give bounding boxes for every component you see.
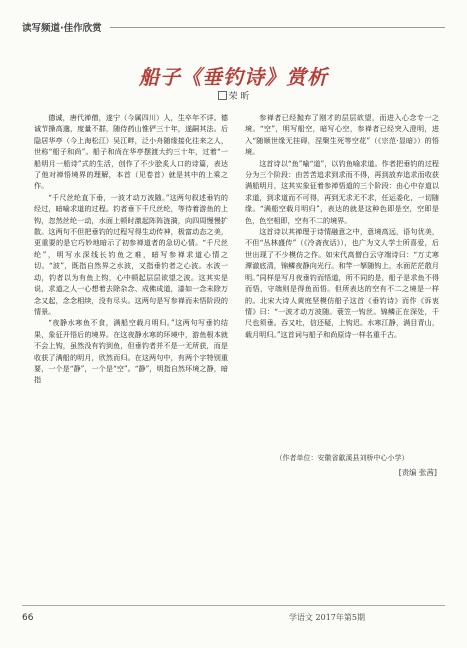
paragraph: “夜静水寒鱼不食，满船空载月明归。”这两句写垂钓结果，象征开悟后的境界。在这夜静水寒的环境中，游鱼根本就不会上钩，虽然没有钓到鱼，但垂钓者并不是一无所获，而是收获了满船的明月，欣然而归。在这两句中，有两个字特别重要，一个是“静”，一个是“空”。“静”，明指自然环境之静，暗指	[34, 318, 228, 385]
author-name: 荣 昕	[228, 92, 250, 102]
author-box-icon	[218, 91, 227, 100]
issue-info: 学语文 2017年第5期	[289, 613, 365, 622]
page-header	[22, 15, 445, 39]
article-title: 船子《垂钓诗》赏析	[139, 65, 328, 89]
right-column	[245, 112, 439, 440]
paragraph: 德诚，唐代禅僧，遂宁（今属四川）人，生卒年不详。德诚节操高邈，度量不群，随侍药山惟俨三十年，遂嗣其法。后隐居华亭（今上海松江）吴江畔，泛小舟随缘接化往来之人，世称“船子和尚”。船子和尚在华亭摆渡大约三十年，过着“一船明月一船诗”式的生活，创作了不少脍炙人口的诗篇，表达了他对禅悟境界的理解，本首（见卷首）就是其中的上乘之作。	[34, 113, 228, 191]
paragraph: 这首诗以其禅理于诗情融意之中，意境高远，语句优美，不但“丛林盛传”（《冷斋夜话》），也广为文人学士所喜爱，后世出现了不少模仿之作。如宋代高僧白云守端诗曰：“万丈寒潭澈底清，锦鳞夜静向光行。和竿一拏随钩上，水面茫茫散月明。”同样是写月夜垂钓而悟道，所不同的是，船子是求鱼不得而悟，守端则是得鱼而悟。但所表达的空有不二之境是一样的。北宋大诗人黄庭坚模仿船子这首《垂钓诗》而作《诉衷情》曰：“一波才动万波随。蓑笠一钩丝。锦鳞正在深处，千尺也须垂。吞又吐，信还疑，上钩迟。水寒江静，满目青山，载月明归。”这首词与船子和尚原诗一样名重千古。	[245, 227, 439, 339]
header-rule	[110, 27, 445, 28]
left-column	[34, 112, 228, 447]
section-title: 读写频道·佳作欣赏	[22, 23, 102, 34]
paragraph: “千尺丝纶直下垂，一波才动万波随。”这两句叙述垂钓的经过，暗喻求道的过程。钓者垂下千尺丝纶，等待着游鱼的上钩，忽然丝纶一动，水面上顿时激起阵阵涟漪，向四周慢慢扩散。这两句不但把垂钓的过程写得生动传神，极富动态之美，更重要的是它巧妙地暗示了初参禅道者的急切心情。“千尺丝纶”，明写水深线长钓鱼之难，暗写参禅求道心情之切。“波”，既指自然界之水波，又指垂钓者之心波。水波一动，钓者以为有鱼上钩，心中顿起层层欲望之波。这其实是说，求道之人一心想着去除杂念、成佛成道，漆如一念未除万念又起，念念相续，没有尽头。这两句是写参禅而未悟阶段的情景。	[34, 192, 228, 316]
editor-credit: [责编 张茜]	[398, 468, 437, 477]
page-number: 66	[22, 612, 34, 623]
paragraph: 参禅者已经抛弃了刚才的层层欲望，而进入心念专一之境。“空”，明写船空，暗写心空，参禅者已经突入澄明，进入“随顺世缘无挂碍，涅槃生死等空花”（《宗范·显暗》）的悟境。	[245, 113, 439, 157]
footer-rule	[22, 605, 445, 606]
page-footer	[22, 612, 445, 623]
author-line	[0, 89, 467, 102]
author-affiliation: （作者单位：安徽省歙溪县刘桥中心小学）	[275, 454, 409, 462]
paragraph: 这首诗以“鱼”喻“道”，以钓鱼喻求道。作者把垂钓的过程分为三个阶段：由苦苦追求到求而不得，再到放弃追求而收获满船明月，这其实象征着参禅悟道的三个阶段：由心中存道以求道，到求道而不可得，再到无求无不求，任运委化，一切随缘。“满船空载月明归”，表达的就是这种色即是空，空即是色，色空相即，空有不二的境界。	[245, 158, 439, 225]
